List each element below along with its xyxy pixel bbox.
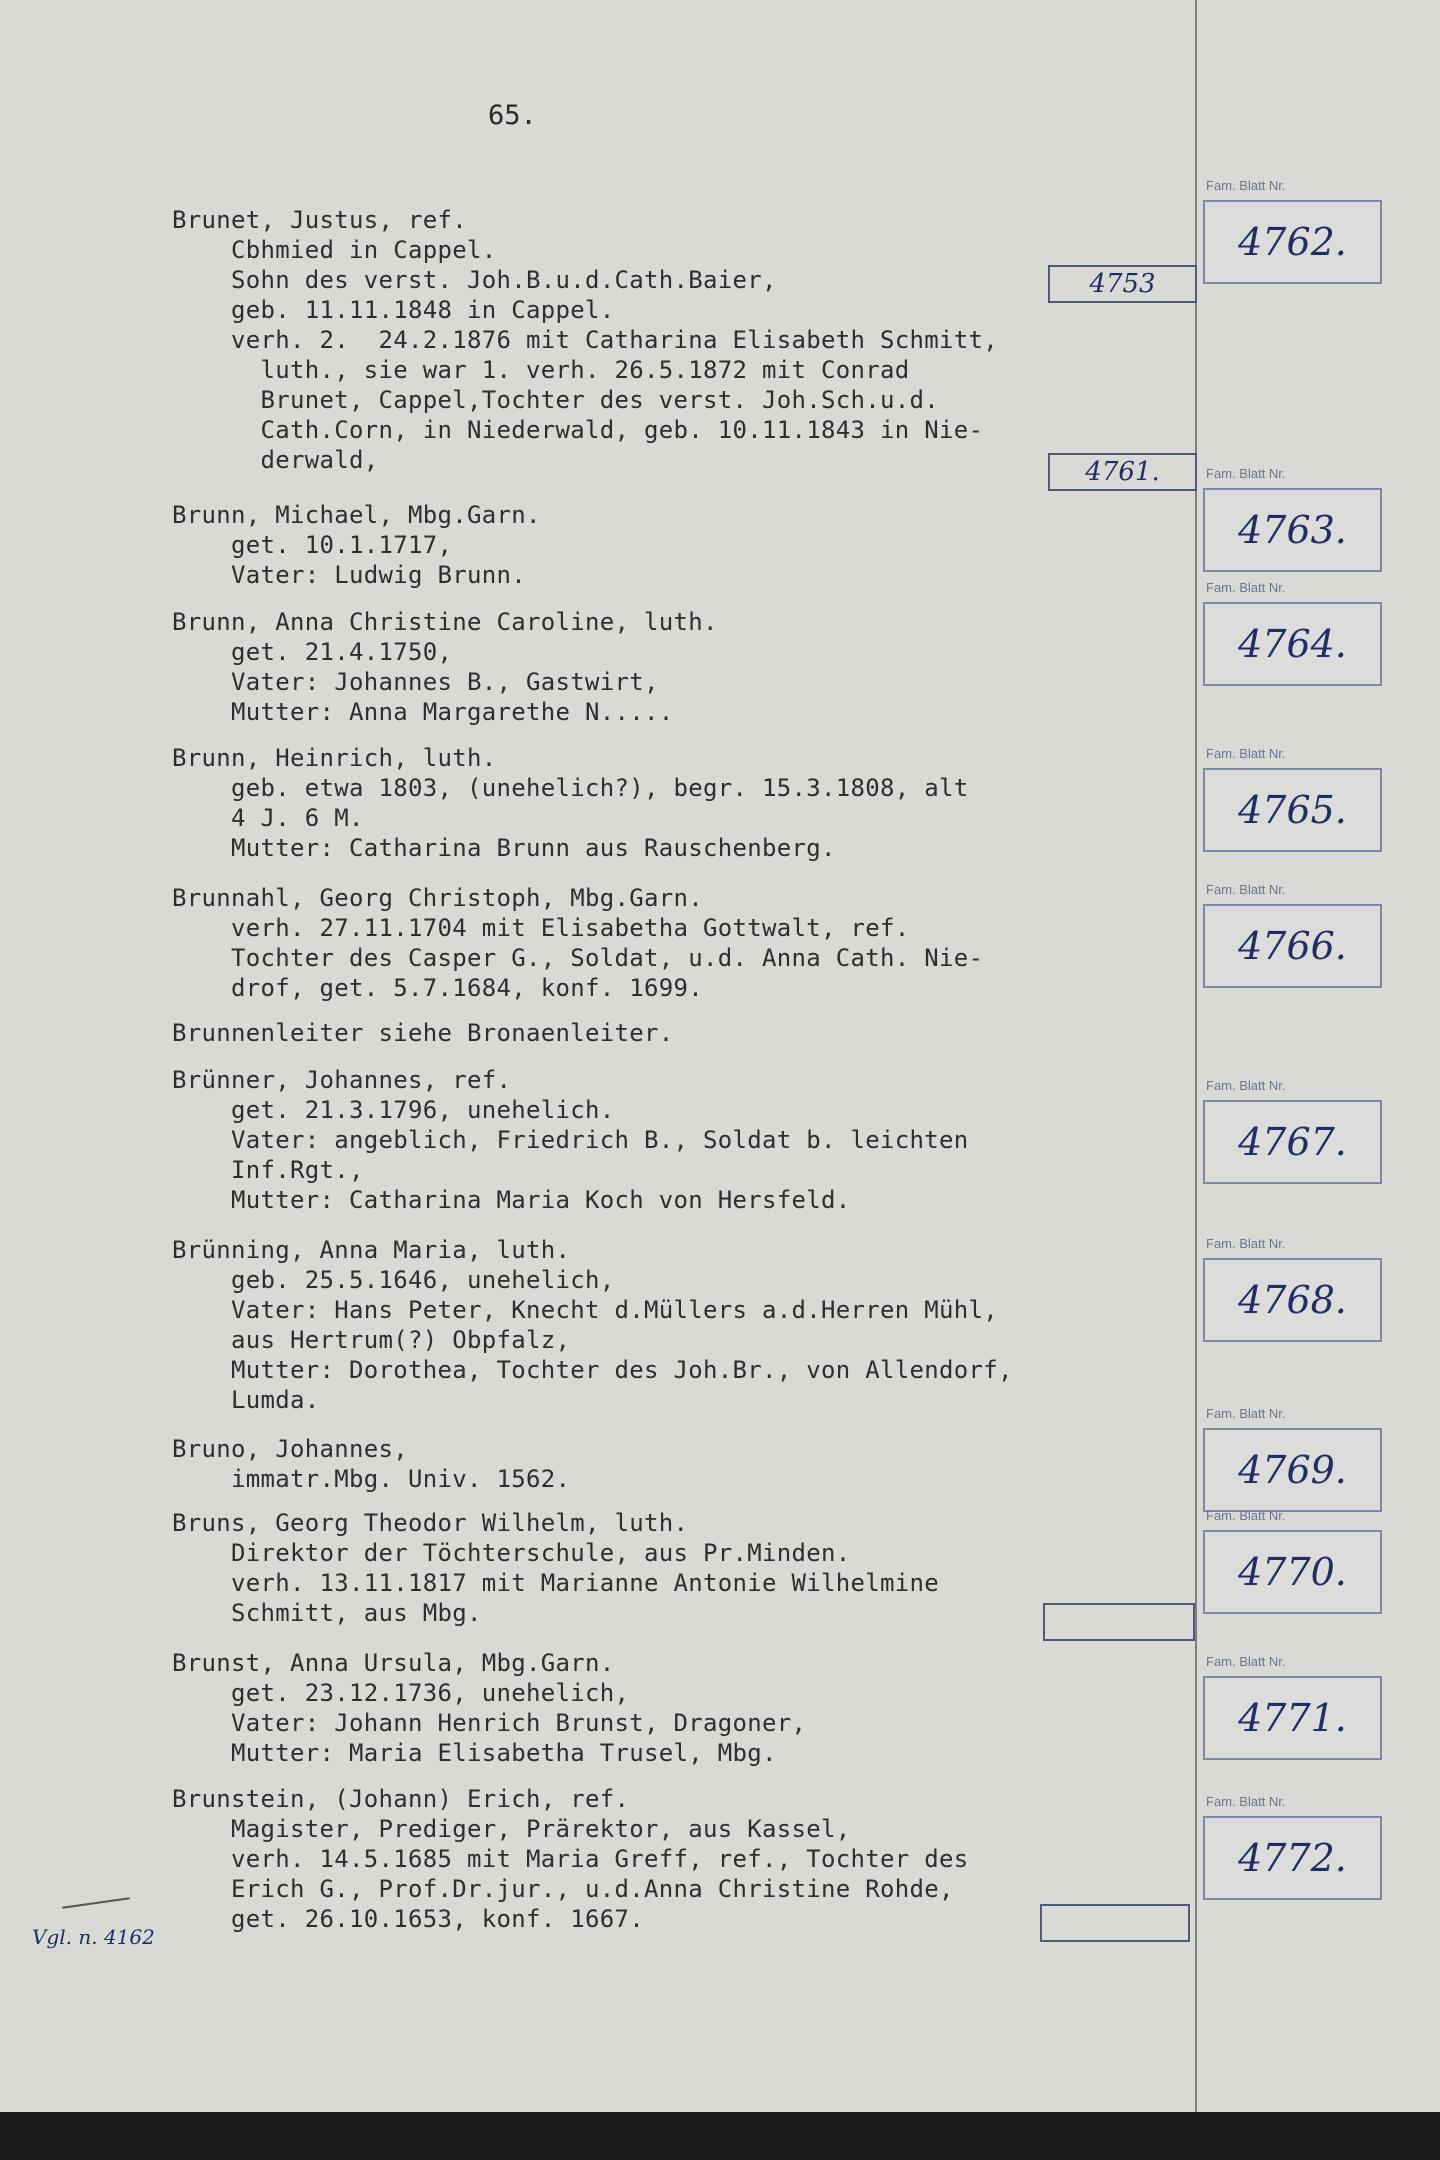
- family-sheet-box: [1203, 602, 1382, 686]
- family-sheet-box: [1203, 768, 1382, 852]
- family-sheet-box: [1203, 488, 1382, 572]
- margin-note: Vgl. n. 4162: [32, 1925, 155, 1949]
- entry-line: Erich G., Prof.Dr.jur., u.d.Anna Christine Rohde,: [172, 1875, 954, 1903]
- entry-line: Vater: Ludwig Brunn.: [172, 561, 526, 589]
- entry-line: Inf.Rgt.,: [172, 1156, 364, 1184]
- family-sheet-value: 4763.: [1238, 508, 1347, 552]
- entry-line: drof, get. 5.7.1684, konf. 1699.: [172, 974, 703, 1002]
- entry-line: luth., sie war 1. verh. 26.5.1872 mit Conrad: [172, 356, 910, 384]
- family-sheet-label: Fam. Blatt Nr.: [1206, 466, 1286, 481]
- entry-line: Vater: Johannes B., Gastwirt,: [172, 668, 659, 696]
- entry-line: Brunnahl, Georg Christoph, Mbg.Garn.: [172, 884, 703, 912]
- entry-line: Brunn, Michael, Mbg.Garn.: [172, 501, 541, 529]
- family-sheet-label: Fam. Blatt Nr.: [1206, 882, 1286, 897]
- family-sheet-value: 4766.: [1238, 924, 1347, 968]
- reference-number-box: 4753: [1048, 265, 1197, 303]
- entry-line: geb. 11.11.1848 in Cappel.: [172, 296, 615, 324]
- family-sheet-value: 4770.: [1238, 1550, 1347, 1594]
- entry-line: aus Hertrum(?) Obpfalz,: [172, 1326, 571, 1354]
- entry-line: get. 21.4.1750,: [172, 638, 453, 666]
- entry-line: Mutter: Catharina Brunn aus Rauschenberg.: [172, 834, 836, 862]
- family-sheet-value: 4765.: [1238, 788, 1347, 832]
- entry-line: Vater: Hans Peter, Knecht d.Müllers a.d.Herren Mühl,: [172, 1296, 998, 1324]
- entry-line: Mutter: Maria Elisabetha Trusel, Mbg.: [172, 1739, 777, 1767]
- family-sheet-value: 4768.: [1238, 1278, 1347, 1322]
- entry-line: Brunet, Cappel,Tochter des verst. Joh.Sch.u.d.: [172, 386, 939, 414]
- family-sheet-value: 4772.: [1238, 1836, 1347, 1880]
- entry-line: Bruns, Georg Theodor Wilhelm, luth.: [172, 1509, 689, 1537]
- entry-line: Mutter: Dorothea, Tochter des Joh.Br., von Allendorf,: [172, 1356, 1013, 1384]
- family-sheet-label: Fam. Blatt Nr.: [1206, 1236, 1286, 1251]
- entry-line: Cath.Corn, in Niederwald, geb. 10.11.1843 in Nie-: [172, 416, 984, 444]
- scan-bottom-border: [0, 2112, 1440, 2160]
- family-sheet-box: [1203, 1530, 1382, 1614]
- family-sheet-column: [1198, 0, 1440, 2112]
- family-sheet-box: [1203, 1816, 1382, 1900]
- family-sheet-label: Fam. Blatt Nr.: [1206, 746, 1286, 761]
- family-sheet-box: [1203, 1676, 1382, 1760]
- entry-line: verh. 13.11.1817 mit Marianne Antonie Wilhelmine: [172, 1569, 939, 1597]
- entry-line: Sohn des verst. Joh.B.u.d.Cath.Baier,: [172, 266, 777, 294]
- entry-line: get. 21.3.1796, unehelich.: [172, 1096, 615, 1124]
- entry-line: Mutter: Anna Margarethe N.....: [172, 698, 674, 726]
- entry-line: Brunstein, (Johann) Erich, ref.: [172, 1785, 630, 1813]
- family-sheet-label: Fam. Blatt Nr.: [1206, 580, 1286, 595]
- entry-line: get. 10.1.1717,: [172, 531, 453, 559]
- page-number: 65.: [488, 100, 537, 131]
- family-sheet-box: [1203, 1100, 1382, 1184]
- entry-line: Tochter des Casper G., Soldat, u.d. Anna Cath. Nie-: [172, 944, 984, 972]
- entry-line: Vater: angeblich, Friedrich B., Soldat b. leichten: [172, 1126, 969, 1154]
- family-sheet-value: 4764.: [1238, 622, 1347, 666]
- family-sheet-label: Fam. Blatt Nr.: [1206, 1508, 1286, 1523]
- entry-line: get. 23.12.1736, unehelich,: [172, 1679, 630, 1707]
- entry-line: Magister, Prediger, Prärektor, aus Kassel,: [172, 1815, 851, 1843]
- family-sheet-label: Fam. Blatt Nr.: [1206, 1406, 1286, 1421]
- family-sheet-value: 4767.: [1238, 1120, 1347, 1164]
- entry-line: Mutter: Catharina Maria Koch von Hersfeld.: [172, 1186, 851, 1214]
- family-sheet-label: Fam. Blatt Nr.: [1206, 1654, 1286, 1669]
- entry-line: Lumda.: [172, 1386, 320, 1414]
- family-sheet-box: [1203, 1258, 1382, 1342]
- entry-line: Vater: Johann Henrich Brunst, Dragoner,: [172, 1709, 807, 1737]
- entry-line: Cbhmied in Cappel.: [172, 236, 497, 264]
- entry-line: geb. etwa 1803, (unehelich?), begr. 15.3.1808, alt: [172, 774, 969, 802]
- entry-line: immatr.Mbg. Univ. 1562.: [172, 1465, 571, 1493]
- family-sheet-box: [1203, 200, 1382, 284]
- entry-line: Brünner, Johannes, ref.: [172, 1066, 512, 1094]
- entry-line: Brunet, Justus, ref.: [172, 206, 467, 234]
- family-sheet-label: Fam. Blatt Nr.: [1206, 1794, 1286, 1809]
- entry-line: Brunn, Heinrich, luth.: [172, 744, 497, 772]
- entry-line: Schmitt, aus Mbg.: [172, 1599, 482, 1627]
- entry-line: Bruno, Johannes,: [172, 1435, 408, 1463]
- family-sheet-box: [1203, 1428, 1382, 1512]
- family-sheet-label: Fam. Blatt Nr.: [1206, 1078, 1286, 1093]
- entry-line: verh. 27.11.1704 mit Elisabetha Gottwalt, ref.: [172, 914, 910, 942]
- family-sheet-label: Fam. Blatt Nr.: [1206, 178, 1286, 193]
- entry-line: Direktor der Töchterschule, aus Pr.Minden.: [172, 1539, 851, 1567]
- family-sheet-box: [1203, 904, 1382, 988]
- entry-line: Brunn, Anna Christine Caroline, luth.: [172, 608, 718, 636]
- entry-line: verh. 2. 24.2.1876 mit Catharina Elisabeth Schmitt,: [172, 326, 998, 354]
- entry-line: derwald,: [172, 446, 379, 474]
- entry-line: Brünning, Anna Maria, luth.: [172, 1236, 571, 1264]
- family-sheet-value: 4771.: [1238, 1696, 1347, 1740]
- entry-line: get. 26.10.1653, konf. 1667.: [172, 1905, 644, 1933]
- family-sheet-value: 4769.: [1238, 1448, 1347, 1492]
- entry-line: Brunnenleiter siehe Bronaenleiter.: [172, 1019, 674, 1047]
- entry-line: 4 J. 6 M.: [172, 804, 364, 832]
- empty-reference-box: [1043, 1603, 1195, 1641]
- empty-reference-box: [1040, 1904, 1190, 1942]
- entry-line: verh. 14.5.1685 mit Maria Greff, ref., Tochter des: [172, 1845, 969, 1873]
- entry-line: Brunst, Anna Ursula, Mbg.Garn.: [172, 1649, 615, 1677]
- entry-line: geb. 25.5.1646, unehelich,: [172, 1266, 615, 1294]
- reference-number-box: 4761.: [1048, 453, 1197, 491]
- family-sheet-value: 4762.: [1238, 220, 1347, 264]
